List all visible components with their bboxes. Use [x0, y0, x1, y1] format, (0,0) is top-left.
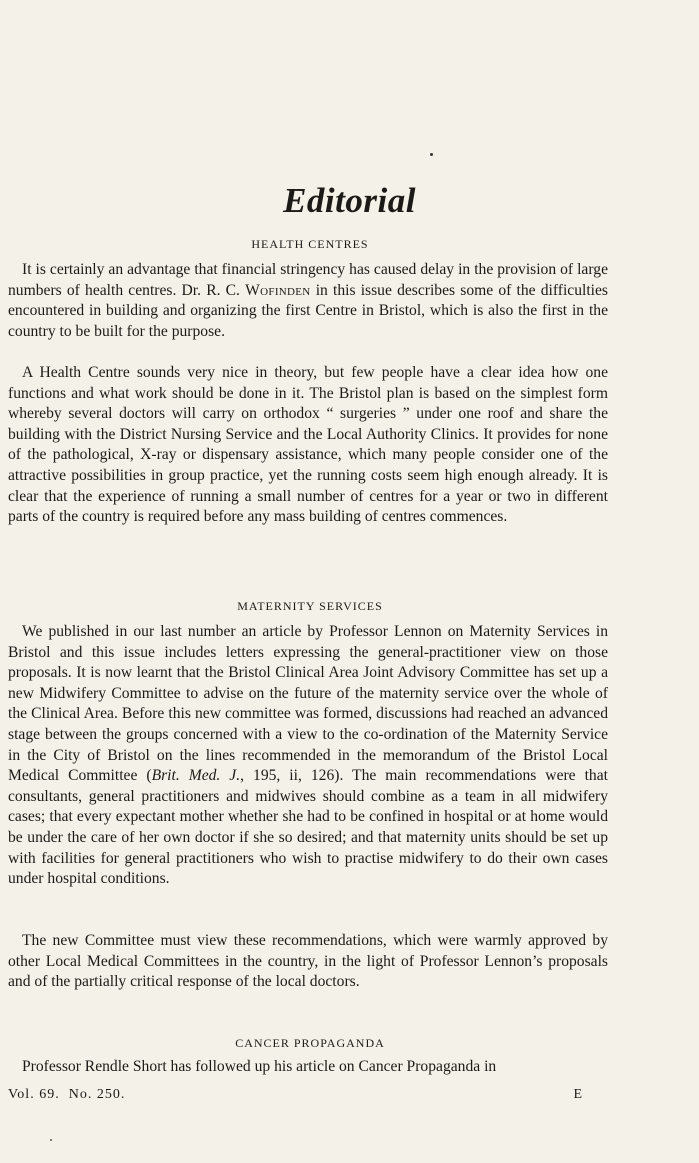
- paragraph: It is certainly an advantage that financial stringency has caused delay in the provision of large numbers of health centres. Dr. R. C. Wofinden in this issue describes some of the difficulties encountered in building and organizing the first Centre in Bristol, which is also the first in the country to be built for the purpose.: [8, 261, 609, 340]
- signature-mark: E: [573, 1087, 583, 1102]
- section-heading-cancer-propaganda: CANCER PROPAGANDA: [235, 1036, 385, 1050]
- citation-journal: Brit. Med. J.: [151, 767, 241, 785]
- paragraph: The new Committee must view these recommendations, which were warmly approved by other Local Medical Committees in the country, in the light of Professor Lennon’s proposals and of the partially critical response of the local doctors.: [8, 932, 608, 991]
- author-name: Wofinden: [245, 281, 311, 299]
- section-heading-maternity-services: MATERNITY SERVICES: [237, 599, 383, 613]
- ink-speck: [430, 153, 433, 156]
- section-heading-health-centres: HEALTH CENTRES: [251, 237, 369, 251]
- paragraph: Professor Rendle Short has followed up his article on Cancer Propaganda in: [22, 1058, 497, 1075]
- ink-speck: [50, 1139, 52, 1141]
- paragraph: We published in our last number an article by Professor Lennon on Maternity Services in Bristol and this issue includes letters expressing the general-practitioner view on those proposals. It is now learnt that the Bristol Clinical Area Joint Advisory Committee has set up a new Midwifery Committee to advise on the future of the maternity service over the whole of the Clinical Area. Before this new committee was formed, discussions had reached an advanced stage between the groups concerned with a view to the co-ordination of the Maternity Service in the City of Bristol on the lines recommended in the memorandum of the Bristol Local Medical Committee (Brit. Med. J., 195, ii, 126). The main recommendations were that consultants, general practitioners and midwives should combine as a team in all midwifery cases; that every expectant mother whether she had to be confined in hospital or at home would be under the care of her own doctor if she so desired; and that maternity units should be set up with facilities for general practitioners who wish to practise midwifery to do their own cases under hospital conditions.: [8, 623, 608, 888]
- volume-number: Vol. 69. No. 250.: [8, 1087, 126, 1102]
- page-footer: [8, 1087, 583, 1103]
- paragraph: A Health Centre sounds very nice in theory, but few people have a clear idea how one functions and what work should be done in it. The Bristol plan is based on the simplest form whereby several doctors will carry on orthodox “ surgeries ” under one roof and share the building with the District Nursing Service and the Local Authority Clinics. It provides for none of the pathological, X-ray or dispensary assistance, which many people consider one of the attractive possibilities in group practice, yet the running costs seem high enough already. It is clear that the experience of running a small number of centres for a year or two in different parts of the country is required before any mass building of centres commences.: [8, 364, 608, 526]
- page-title: Editorial: [283, 181, 416, 221]
